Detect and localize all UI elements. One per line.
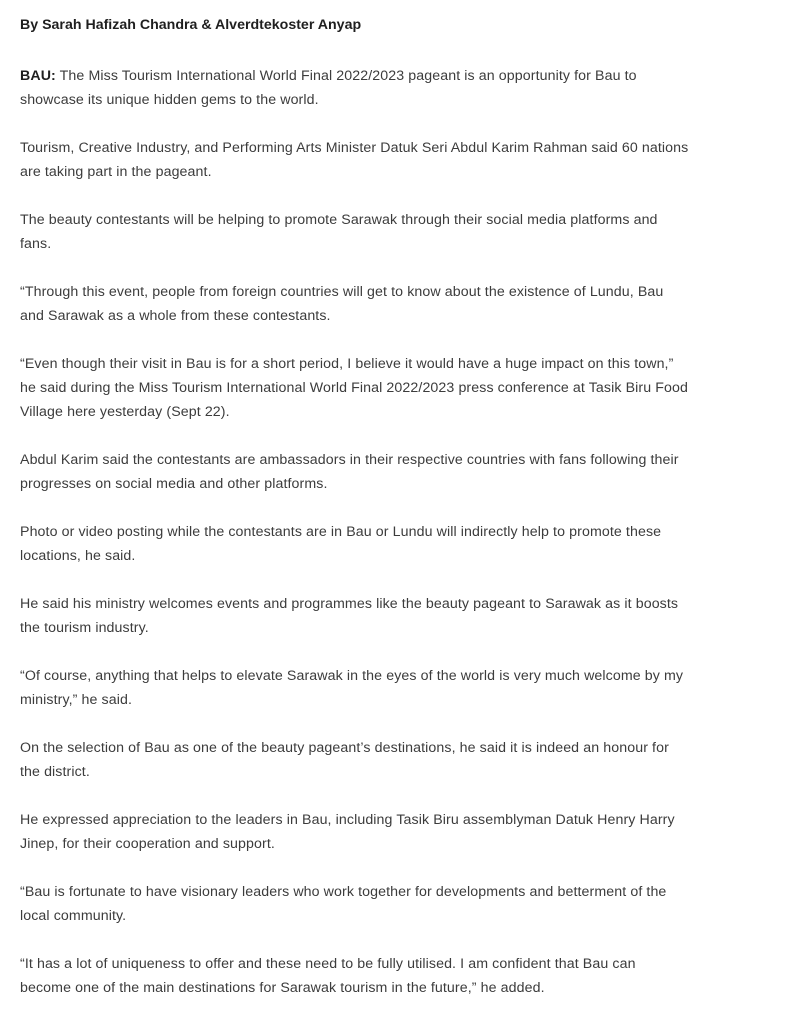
article-paragraph-2 <box>20 136 802 184</box>
paragraph-line: Village here yesterday (Sept 22). <box>20 404 230 420</box>
paragraph-line <box>20 64 802 88</box>
paragraph-line: “Of course, anything that helps to elevate Sarawak in the eyes of the world is very much welcome by my <box>20 668 684 684</box>
paragraph-line: Abdul Karim said the contestants are ambassadors in their respective countries with fans following their <box>20 452 679 468</box>
article-paragraph-6 <box>20 448 802 496</box>
article-paragraph-12 <box>20 880 802 928</box>
article-paragraph-11 <box>20 808 802 856</box>
paragraph-line: the tourism industry. <box>20 620 149 636</box>
article-body <box>20 14 805 1024</box>
paragraph-line: are taking part in the pageant. <box>20 164 212 180</box>
paragraph-line: “Through this event, people from foreign countries will get to know about the existence of Lundu, Bau <box>20 284 664 300</box>
paragraph-line-text: The Miss Tourism International World Final 2022/2023 pageant is an opportunity for Bau to <box>55 68 637 84</box>
paragraph-line: progresses on social media and other platforms. <box>20 476 328 492</box>
article-paragraph-4 <box>20 280 802 328</box>
article-paragraph-9 <box>20 664 802 712</box>
article-paragraph-7 <box>20 520 802 568</box>
paragraph-line: ministry,” he said. <box>20 692 133 708</box>
paragraph-line: Tourism, Creative Industry, and Performing Arts Minister Datuk Seri Abdul Karim Rahman said 60 nations <box>20 140 689 156</box>
paragraph-line: “It has a lot of uniqueness to offer and these need to be fully utilised. I am confident that Bau can <box>20 956 636 972</box>
paragraph-line: The beauty contestants will be helping to promote Sarawak through their social media platforms and <box>20 212 658 228</box>
article-paragraph-8 <box>20 592 802 640</box>
paragraph-line: the district. <box>20 764 90 780</box>
article-byline: By Sarah Hafizah Chandra & Alverdtekoster Anyap <box>20 17 362 33</box>
article-paragraph-13 <box>20 952 802 1000</box>
paragraph-line: Jinep, for their cooperation and support. <box>20 836 275 852</box>
article-paragraph-10 <box>20 736 802 784</box>
paragraph-line: He said his ministry welcomes events and programmes like the beauty pageant to Sarawak as it boosts <box>20 596 679 612</box>
paragraph-line: and Sarawak as a whole from these contestants. <box>20 308 331 324</box>
paragraph-line: fans. <box>20 236 52 252</box>
paragraph-line: He expressed appreciation to the leaders in Bau, including Tasik Biru assemblyman Datuk Henry Harry <box>20 812 675 828</box>
paragraph-line: local community. <box>20 908 127 924</box>
article-dateline: BAU: <box>20 68 56 84</box>
paragraph-line: “Bau is fortunate to have visionary leaders who work together for developments and betterment of the <box>20 884 667 900</box>
paragraph-line: On the selection of Bau as one of the beauty pageant’s destinations, he said it is indeed an honour for <box>20 740 669 756</box>
article-paragraph-5 <box>20 352 802 424</box>
paragraph-line: showcase its unique hidden gems to the world. <box>20 92 319 108</box>
paragraph-line: locations, he said. <box>20 548 136 564</box>
paragraph-line: Photo or video posting while the contestants are in Bau or Lundu will indirectly help to promote these <box>20 524 662 540</box>
article-paragraph-1 <box>20 64 802 112</box>
paragraph-line: “Even though their visit in Bau is for a short period, I believe it would have a huge impact on this town,” <box>20 356 674 372</box>
article-paragraph-3 <box>20 208 802 256</box>
paragraph-line: he said during the Miss Tourism International World Final 2022/2023 press conference at Tasik Biru Food <box>20 380 689 396</box>
paragraph-line: become one of the main destinations for Sarawak tourism in the future,” he added. <box>20 980 545 996</box>
